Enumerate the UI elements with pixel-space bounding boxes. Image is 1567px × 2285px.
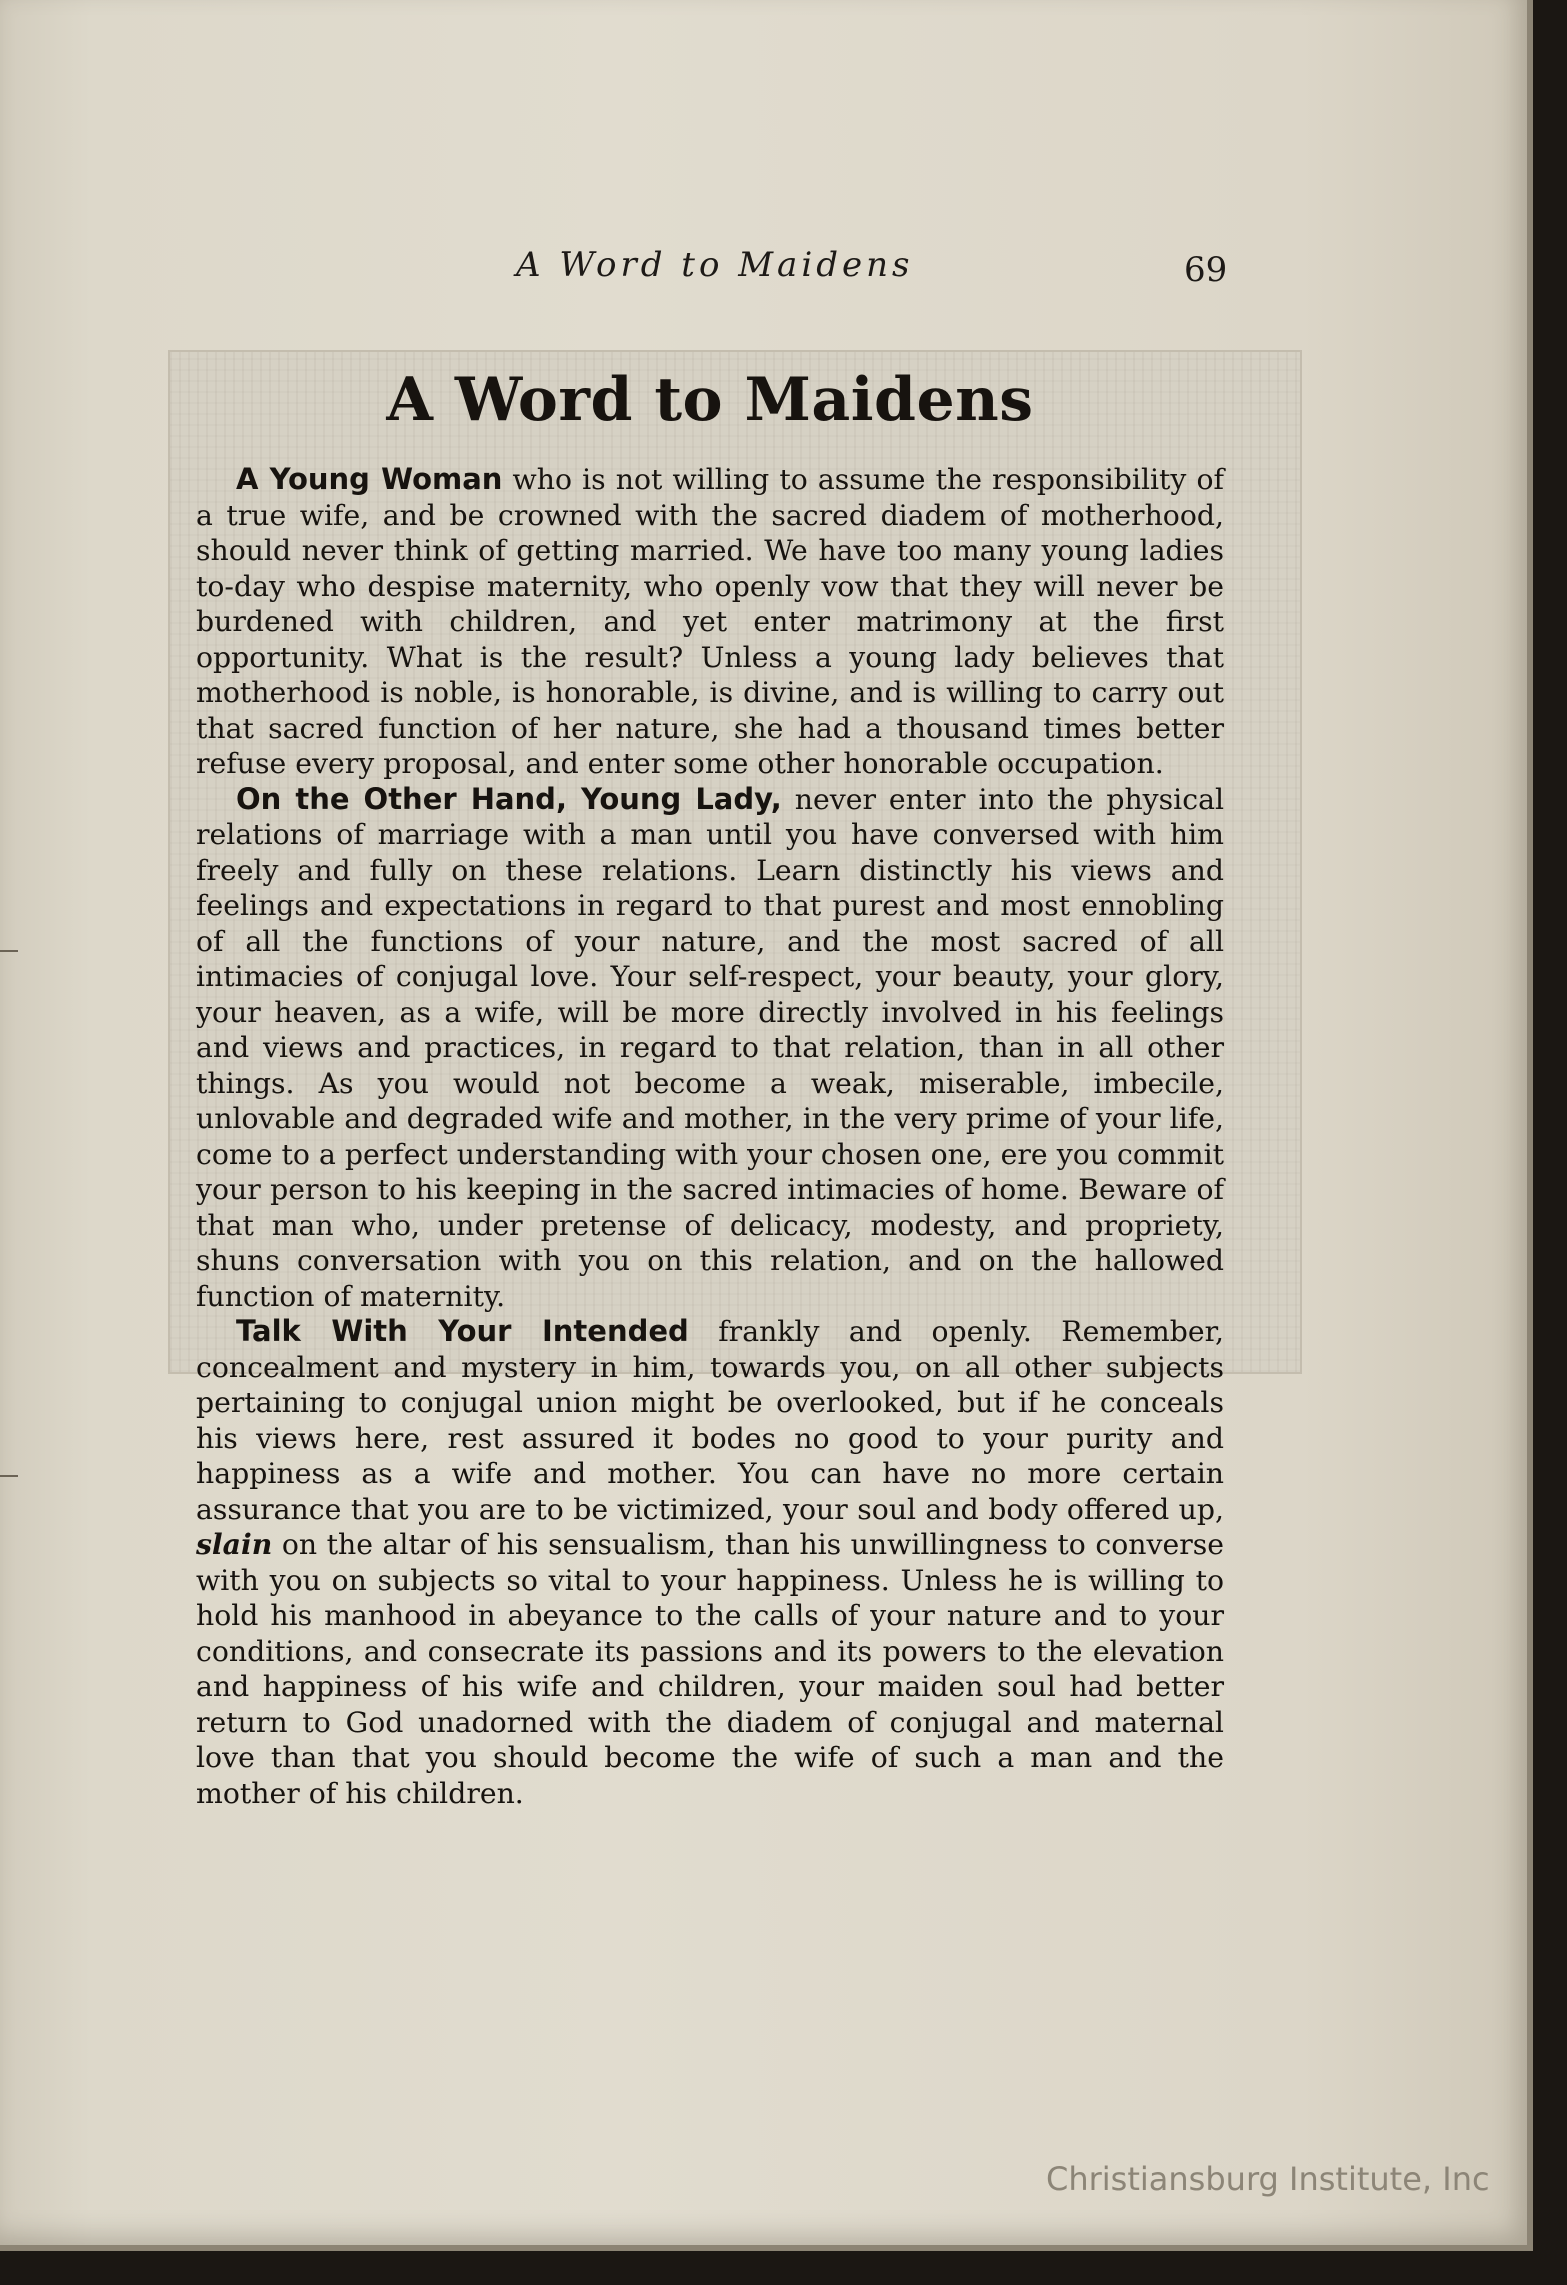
paragraph-text: never enter into the physical relations of marriage with a man until you have conversed with him freely and fully on these relations. Learn distinctly his views and feelings and expectations in regard to that purest and most ennobling of all the functions of your nature, and the most sacred of all intimacies of conjugal love. Your self-respect, your beauty, your glory, your heaven, as a wife, will be more directly involved in his feelings and views and practices, in regard to that relation, than in all other things. As you would not become a weak, miserable, imbecile, unlovable and degraded wife and mother, in the very prime of your life, come to a perfect understanding with your chosen one, ere you commit your person to his keeping in the sacred intimacies of home. Beware of that man who, under pretense of delicacy, modesty, and propriety, shuns conversation with you on this relation, and on the hallowed function of maternity. [196, 782, 1224, 1313]
binding-tick [0, 1475, 18, 1477]
page-number: 69 [1184, 250, 1228, 290]
binding-tick [0, 950, 18, 952]
emphasis-word: slain [196, 1527, 273, 1561]
article-title: A Word to Maidens [386, 365, 1034, 435]
paragraph-lead: A Young Woman [236, 462, 503, 496]
running-head: A Word to Maidens [516, 245, 914, 285]
paragraph-1 [196, 462, 1224, 782]
paragraph-lead: Talk With Your Intended [236, 1314, 689, 1348]
paragraph-lead: On the Other Hand, Young Lady, [236, 781, 782, 816]
article [196, 362, 1224, 1811]
paragraph-text: on the altar of his sensualism, than his unwillingness to converse with you on subjects so vital to your happiness. Unless he is willing to hold his manhood in abeyance to the calls of your nature and to your conditions, and consecrate its passions and its powers to the elevation and happiness of his wife and children, your maiden soul had better return to God unadorned with the diadem of conjugal and maternal love than that you should become the wife of such a man and the mother of his children. [196, 1528, 1224, 1810]
paragraph-2 [196, 782, 1224, 1315]
paragraph-3 [196, 1314, 1224, 1811]
paragraph-text: frankly and openly. Remember, concealment and mystery in him, towards you, on all other subjects pertaining to conjugal union might be overlooked, but if he conceals his views here, rest assured it bodes no good to your purity and happiness as a wife and mother. You can have no more certain assurance that you are to be victimized, your soul and body offered up, [196, 1315, 1225, 1526]
paragraph-text: who is not willing to assume the responsibility of a true wife, and be crowned with the sacred diadem of motherhood, should never think of getting married. We have too many young ladies to-day who despise maternity, who openly vow that they will never be burdened with children, and yet enter matrimony at the first opportunity. What is the result? Unless a young lady believes that motherhood is noble, is honorable, is divine, and is willing to carry out that sacred function of her nature, she had a thousand times better refuse every proposal, and enter some other honorable occupation. [196, 463, 1225, 780]
watermark: Christiansburg Institute, Inc [1046, 2160, 1490, 2198]
